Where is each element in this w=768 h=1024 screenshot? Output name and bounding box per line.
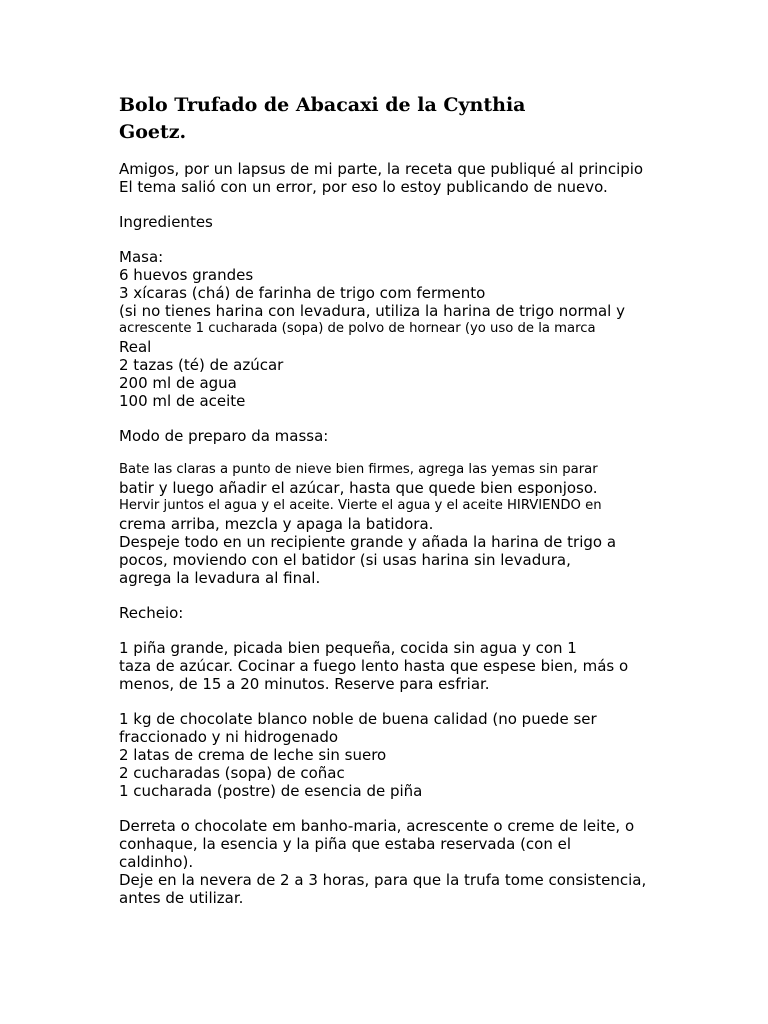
- step-line: Bate las claras a punto de nieve bien firmes, agrega las yemas sin parar: [119, 462, 598, 477]
- ingredient-line: 3 xícaras (chá) de farinha de trigo com fermento: [119, 284, 486, 302]
- filling-line: 1 kg de chocolate blanco noble de buena calidad (no puede ser: [119, 710, 597, 728]
- step-line: pocos, moviendo con el batidor (si usas harina sin levadura,: [119, 551, 571, 569]
- recheio-heading: Recheio:: [119, 604, 184, 622]
- final-step-line: antes de utilizar.: [119, 889, 244, 907]
- filling-line: 2 cucharadas (sopa) de coñac: [119, 764, 345, 782]
- step-line: crema arriba, mezcla y apaga la batidora.: [119, 515, 434, 533]
- modo-section: [119, 427, 679, 587]
- recipe-document: [119, 92, 679, 907]
- title-line: Bolo Trufado de Abacaxi de la Cynthia: [119, 94, 526, 116]
- title-line: Goetz.: [119, 121, 187, 143]
- ingredient-line: (si no tienes harina con levadura, utiliza la harina de trigo normal y: [119, 302, 625, 320]
- final-step-line: conhaque, la esencia y la piña que estaba reservada (con el: [119, 835, 572, 853]
- ingredient-line: 200 ml de agua: [119, 374, 237, 392]
- filling-line: 2 latas de crema de leche sin suero: [119, 746, 387, 764]
- intro-line: El tema salió con un error, por eso lo estoy publicando de nuevo.: [119, 178, 608, 196]
- intro-line: Amigos, por un lapsus de mi parte, la receta que publiqué al principio: [119, 160, 644, 178]
- ingredient-line: 6 huevos grandes: [119, 266, 254, 284]
- recipe-title: [119, 92, 679, 146]
- filling-line: taza de azúcar. Cocinar a fuego lento hasta que espese bien, más o: [119, 657, 629, 675]
- ingredient-line: acrescente 1 cucharada (sopa) de polvo de hornear (yo uso de la marca: [119, 321, 596, 336]
- ingredient-line: 2 tazas (té) de azúcar: [119, 356, 284, 374]
- modo-heading: Modo de preparo da massa:: [119, 427, 329, 445]
- step-line: Despeje todo en un recipiente grande y añada la harina de trigo a: [119, 533, 617, 551]
- ingredient-line: Real: [119, 338, 152, 356]
- step-line: batir y luego añadir el azúcar, hasta que quede bien esponjoso.: [119, 479, 598, 497]
- filling-line: 1 piña grande, picada bien pequeña, cocida sin agua y con 1: [119, 639, 577, 657]
- masa-section: [119, 248, 679, 410]
- step-line: Hervir juntos el agua y el aceite. Vierte el agua y el aceite HIRVIENDO en: [119, 498, 602, 513]
- final-step-line: caldinho).: [119, 853, 194, 871]
- masa-heading: Masa:: [119, 248, 164, 266]
- final-step-line: Deje en la nevera de 2 a 3 horas, para que la trufa tome consistencia,: [119, 871, 647, 889]
- filling-line: 1 cucharada (postre) de esencia de piña: [119, 782, 423, 800]
- recheio-section: [119, 604, 679, 907]
- step-line: agrega la levadura al final.: [119, 569, 321, 587]
- ingredient-line: 100 ml de aceite: [119, 392, 246, 410]
- intro-paragraph: [119, 160, 679, 196]
- final-step-line: Derreta o chocolate em banho-maria, acrescente o creme de leite, o: [119, 817, 635, 835]
- ingredients-heading: Ingredientes: [119, 213, 213, 231]
- filling-line: fraccionado y ni hidrogenado: [119, 728, 339, 746]
- filling-line: menos, de 15 a 20 minutos. Reserve para esfriar.: [119, 675, 490, 693]
